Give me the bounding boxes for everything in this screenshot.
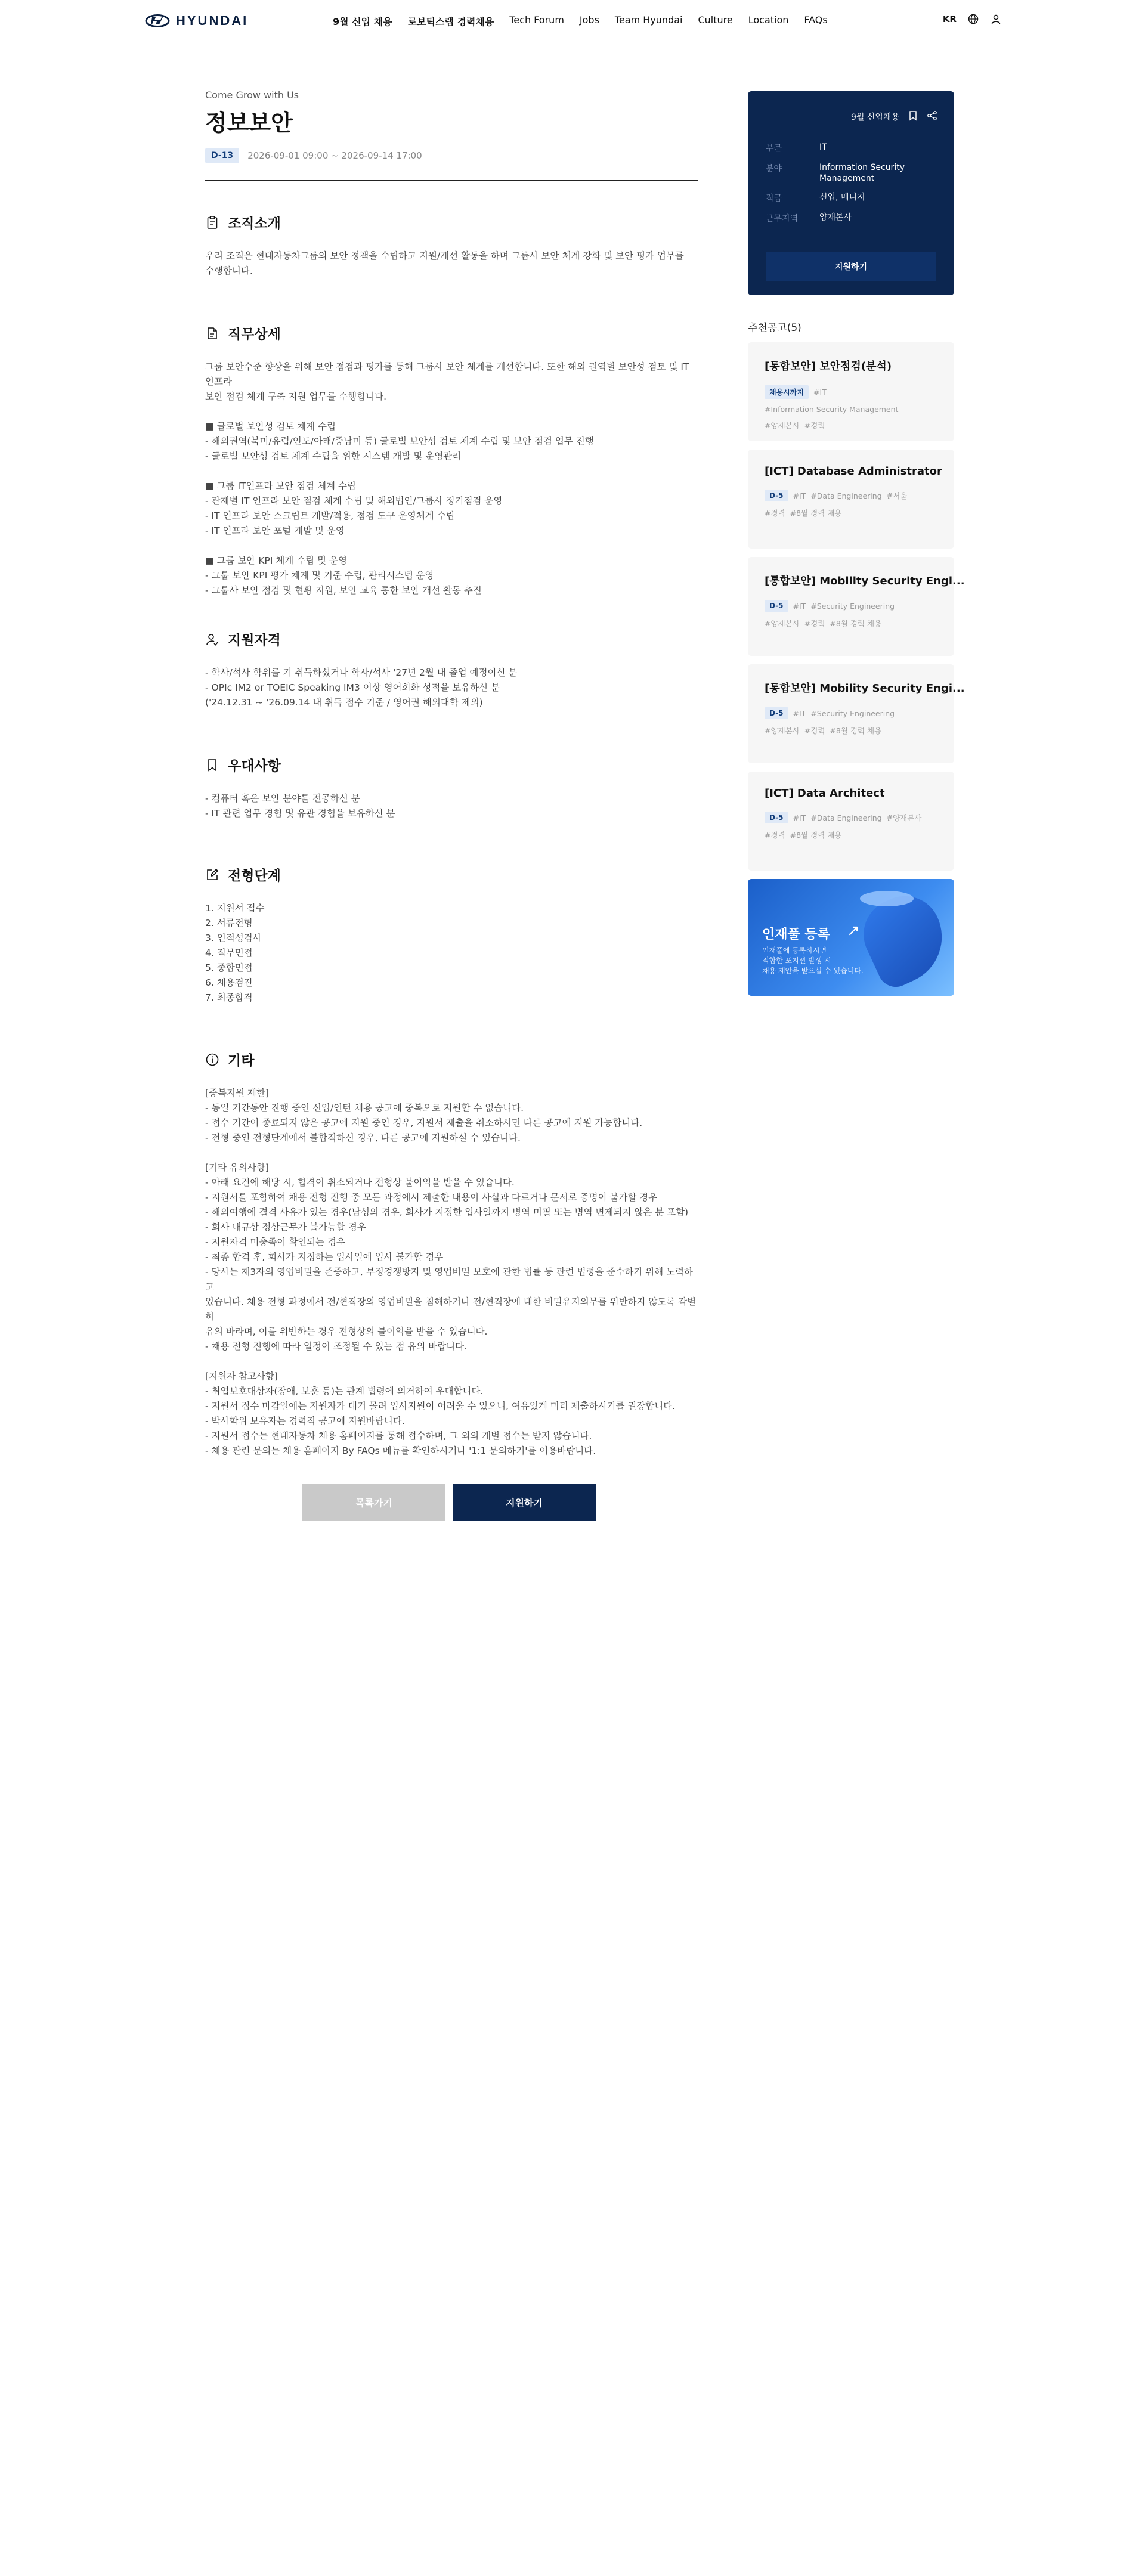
- document-icon: [205, 326, 219, 340]
- tag: #양재본사: [886, 813, 922, 822]
- hyundai-emblem-icon: [145, 14, 170, 27]
- tag: #양재본사: [765, 619, 800, 628]
- recommended-job-card[interactable]: [748, 772, 954, 871]
- page-title: 정보보안: [205, 110, 293, 136]
- section-body: 그룹 보안수준 향상을 위해 보안 점검과 평가를 통해 그룹사 보안 체계를 개선합니다. 또한 해외 권역별 보안성 검토 및 IT 인프라 보안 점검 체계 구축 지원 업무를 수행합니다. ■ 글로벌 보안성 검토 체계 수립 - 해외권역(북미/유럽/인도/아태/중남미 등) 글로벌 보안성 검토 체계 수립 및 보안 점검 업무 진행 - 글로벌 보안성 검토 체계 수립을 위한 시스템 개발 및 운영관리 ■ 그룹 IT인프라 보안 점검 체계 수립 - 관제별 IT 인프라 보안 점검 체계 수립 및 해외법인/그룹사 정기점검 운영 - IT 인프라 보안 스크립트 개발/적용, 점검 도구 운영체계 수립 - IT 인프라 보안 포털 개발 및 운영 ■ 그룹 보안 KPI 체계 수립 및 운영 - 그룹 보안 KPI 평가 체계 및 기준 수립, 관리시스템 운영 - 그룹사 보안 점검 및 현황 지원, 보안 교육 통한 보안 개선 활동 추진: [205, 361, 689, 596]
- nav-item-robotics-hiring[interactable]: 로보틱스랩 경력채용: [407, 16, 494, 27]
- globe-icon[interactable]: [967, 13, 979, 25]
- tag: #IT: [793, 601, 806, 611]
- tag: #경력: [765, 509, 785, 518]
- recommended-job-title: [ICT] Data Architect: [765, 787, 885, 800]
- recommended-job-badge: D-5: [765, 707, 788, 719]
- hyundai-logo[interactable]: [145, 13, 248, 29]
- recruit-label: 9월 신입채용: [851, 113, 899, 122]
- talent-pool-banner[interactable]: [748, 879, 954, 996]
- tag: #8월 경력 채용: [830, 619, 882, 628]
- sidebar: [748, 91, 965, 996]
- list-button[interactable]: 목록가기: [302, 1484, 445, 1521]
- tag: #Data Engineering: [810, 491, 882, 500]
- arrow-up-right-icon: ↗: [847, 922, 860, 940]
- bookmark-icon: [205, 758, 219, 772]
- section-body: 우리 조직은 현대자동차그룹의 보안 정책을 수립하고 지원/개선 활동을 하며 그룹사 보안 체계 강화 및 보안 평가 업무를 수행합니다.: [205, 250, 684, 276]
- user-icon[interactable]: [990, 13, 1002, 25]
- recommended-job-badge: D-5: [765, 600, 788, 612]
- tag: #8월 경력 채용: [790, 831, 842, 840]
- section-hiring-process: [205, 865, 698, 1005]
- eyebrow-text: Come Grow with Us: [205, 89, 299, 101]
- recommended-job-card[interactable]: [748, 450, 954, 549]
- tag: #양재본사: [765, 421, 800, 430]
- top-navigation: [0, 0, 1145, 43]
- info-key: 근무지역: [766, 214, 799, 224]
- info-value: IT: [819, 143, 827, 152]
- tag: #IT: [793, 708, 806, 718]
- section-title: 전형단계: [228, 868, 281, 884]
- info-key: 부문: [766, 144, 782, 153]
- tag: #8월 경력 채용: [830, 726, 882, 735]
- utility-menu: [943, 13, 1002, 25]
- recommended-job-title: [ICT] Database Administrator: [765, 465, 942, 478]
- recommended-job-title: [통합보안] Mobility Security Engi...: [765, 575, 965, 587]
- info-key: 분야: [766, 164, 782, 174]
- recommended-job-badge: 채용시까지: [765, 385, 809, 399]
- section-title: 기타: [228, 1053, 255, 1069]
- language-toggle[interactable]: KR: [942, 14, 957, 24]
- tag: #Security Engineering: [810, 708, 895, 718]
- dday-badge: D-13: [205, 148, 239, 163]
- recommended-title: 추천공고(5): [748, 322, 802, 334]
- info-value: 양재본사: [819, 213, 852, 222]
- section-title: 지원자격: [228, 633, 281, 648]
- job-info-card: [748, 91, 954, 295]
- nav-item-culture[interactable]: Culture: [698, 14, 733, 26]
- bottom-actions: [302, 1484, 596, 1521]
- section-preferences: [205, 755, 698, 821]
- recommended-job-badge: D-5: [765, 812, 788, 823]
- tag: #양재본사: [765, 726, 800, 735]
- section-organization-intro: [205, 212, 698, 278]
- section-body: [중복지원 제한] - 동일 기간동안 진행 중인 신입/인턴 채용 공고에 중복으로 지원할 수 없습니다. - 접수 기간이 종료되지 않은 공고에 지원 중인 경우, 지원서 제출을 취소하시면 다른 공고에 지원 가능합니다. - 전형 중인 전형단계에서 불합격하신 경우, 다른 공고에 지원하실 수 있습니다. [기타 유의사항] - 아래 요건에 해당 시, 합격이 취소되거나 전형상 불이익을 받을 수 있습니다. - 지원서를 포함하여 채용 전형 진행 중 모든 과정에서 제출한 내용이 사실과 다르거나 문서로 증명이 불가할 경우 - 해외여행에 결격 사유가 있는 경우(남성의 경우, 회사가 지정한 입사일까지 병역 미필 또는 병역 면제되지 않은 분 포함) - 회사 내규상 정상근무가 불가능할 경우 - 지원자격 미충족이 확인되는 경우 - 최종 합격 후, 회사가 지정하는 입사일에 입사 불가할 경우 - 당사는 제3자의 영업비밀을 존중하고, 부정경쟁방지 및 영업비밀 보호에 관한 법률 등 관련 법령을 준수하기 위해 노력하고 있습니다. 채용 전형 과정에서 전/현직장의 영업비밀을 침해하거나 전/현직장에 대한 비밀유지의무를 위반하지 않도록 각별히 유의 바라며, 이를 위반하는 경우 전형상의 불이익을 받을 수 있습니다. - 채용 전형 진행에 따라 일정이 조정될 수 있는 점 유의 바랍니다. [지원자 참고사항] - 취업보호대상자(장애, 보훈 등)는 관계 법령에 의거하여 우대합니다. - 지원서 접수 마감일에는 지원자가 대거 몰려 입사지원이 어려울 수 있으니, 여유있게 미리 제출하시기를 권장합니다. - 박사학위 보유자는 경력직 공고에 지원바랍니다. - 지원서 접수는 현대자동차 채용 홈페이지를 통해 접수하며, 그 외의 개별 접수는 받지 않습니다. - 채용 관련 문의는 채용 홈페이지 By FAQs 메뉴를 확인하시거나 '1:1 문의하기'를 이용바랍니다.: [205, 1088, 697, 1456]
- section-qualifications: [205, 629, 698, 710]
- tag: #서울: [886, 491, 908, 500]
- info-icon: [205, 1052, 219, 1067]
- banner-illustration: [860, 891, 914, 906]
- sidebar-apply-button[interactable]: 지원하기: [766, 252, 936, 281]
- info-row: [766, 142, 939, 154]
- recommended-job-card[interactable]: [748, 557, 965, 656]
- section-title: 우대사항: [228, 758, 281, 774]
- section-other-info: [205, 1049, 698, 1459]
- recommended-job-title: [통합보안] 보안점검(분석): [765, 360, 892, 373]
- tag: #경력: [804, 421, 825, 430]
- tag: #Information Security Management: [765, 405, 899, 414]
- edit-icon: [205, 868, 219, 882]
- info-row: [766, 212, 939, 224]
- info-row: [766, 162, 939, 184]
- apply-button[interactable]: 지원하기: [453, 1484, 596, 1521]
- section-body: 1. 지원서 접수 2. 서류전형 3. 인적성검사 4. 직무면접 5. 종합면접 6. 채용검진 7. 최종합격: [205, 903, 265, 1003]
- recommended-job-card[interactable]: [748, 664, 965, 763]
- tag: #Security Engineering: [810, 601, 895, 611]
- date-bar: [205, 148, 698, 163]
- section-body: - 컴퓨터 혹은 보안 분야를 전공하신 분 - IT 관련 업무 경험 및 유관 경험을 보유하신 분: [205, 793, 395, 819]
- info-value: Information Security Management: [819, 163, 905, 183]
- job-info-rows: [766, 142, 939, 233]
- application-period: 2026-09-01 09:00 ~ 2026-09-14 17:00: [247, 150, 422, 161]
- recommended-job-title: [통합보안] Mobility Security Engi...: [765, 682, 965, 695]
- info-value: 신입, 매니저: [819, 193, 865, 202]
- section-job-details: [205, 323, 698, 598]
- tag: #경력: [765, 831, 785, 840]
- info-row: [766, 192, 939, 204]
- section-body: - 학사/석사 학위를 기 취득하셨거나 학사/석사 '27년 2월 내 졸업 예정이신 분 - OPIc IM2 or TOEIC Speaking IM3 이상 영어회화 성적을 보유하신 분 ('24.12.31 ~ '26.09.14 내 취득 점수 기준 / 영어권 해외대학 제외): [205, 667, 518, 708]
- recommended-job-badge: D-5: [765, 490, 788, 501]
- talent-pool-description: 인재풀에 등록하시면 적합한 포지션 발생 시 채용 제안을 받으실 수 있습니다.: [762, 946, 864, 975]
- person-check-icon: [205, 632, 219, 646]
- recommended-job-card[interactable]: [748, 342, 954, 441]
- nav-item-september-hiring[interactable]: 9월 신입 채용: [333, 16, 392, 27]
- nav-item-faqs[interactable]: FAQs: [804, 14, 828, 26]
- tag: #경력: [804, 619, 825, 628]
- clipboard-icon: [205, 215, 219, 230]
- info-key: 직급: [766, 194, 782, 203]
- nav-item-jobs[interactable]: Jobs: [579, 14, 599, 26]
- section-title: 직무상세: [228, 327, 281, 342]
- main-menu: [333, 14, 828, 28]
- nav-item-location[interactable]: Location: [748, 14, 789, 26]
- tag: #8월 경력 채용: [790, 509, 842, 518]
- header-divider: [205, 180, 698, 181]
- logo-text: HYUNDAI: [176, 13, 249, 28]
- share-icon[interactable]: [927, 110, 937, 123]
- job-header: [205, 89, 698, 181]
- tag: #Data Engineering: [810, 813, 882, 822]
- section-title: 조직소개: [228, 216, 281, 231]
- bookmark-icon[interactable]: [908, 110, 918, 123]
- nav-item-team-hyundai[interactable]: Team Hyundai: [614, 14, 683, 26]
- nav-item-tech-forum[interactable]: Tech Forum: [509, 14, 564, 26]
- tag: #IT: [793, 813, 806, 822]
- tag: #IT: [813, 388, 827, 397]
- tag: #경력: [804, 726, 825, 735]
- talent-pool-title: 인재풀 등록: [762, 927, 830, 942]
- tag: #IT: [793, 491, 806, 500]
